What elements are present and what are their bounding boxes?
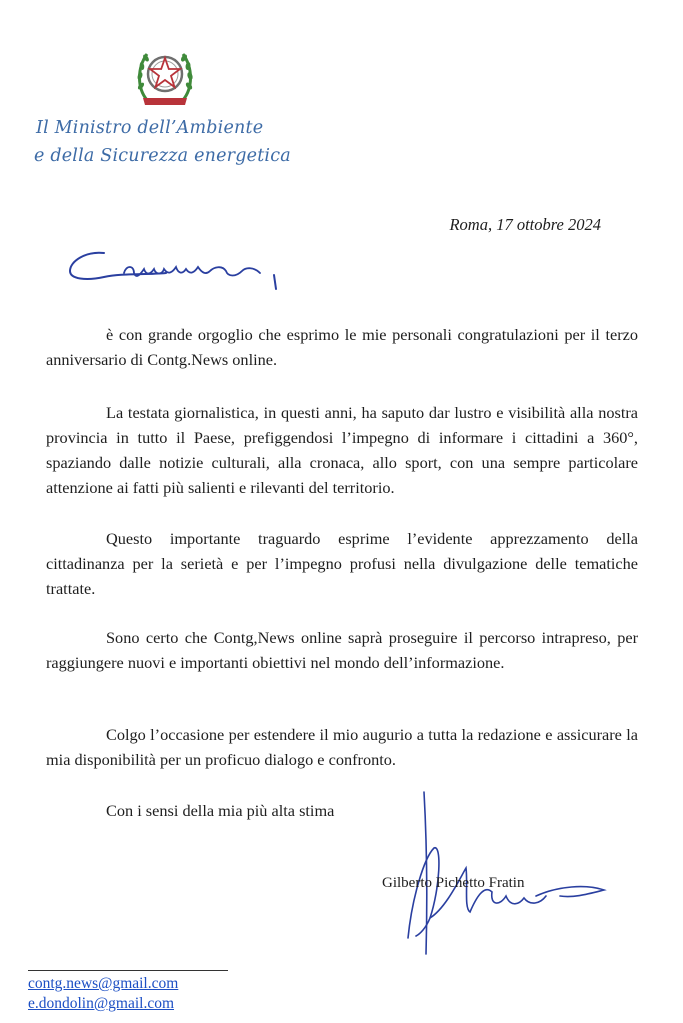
ministry-title-line-2: e della Sicurezza energetica bbox=[34, 146, 291, 166]
email-link[interactable]: e.dondolin@gmail.com bbox=[28, 995, 175, 1012]
paragraph-text: Questo importante traguardo esprime l’evidente apprezzamento della cittadinanza per la serietà e per l’impegno profusi nella divulgazione delle tematiche trattate. bbox=[46, 529, 638, 598]
footer-divider bbox=[28, 970, 228, 971]
paragraph-text: Sono certo che Contg,News online saprà proseguire il percorso intrapreso, per raggiungere nuovi e importanti obiettivi nel mondo dell’informazione. bbox=[46, 628, 638, 672]
signer-name: Gilberto Pichetto Fratin bbox=[382, 875, 525, 891]
letter-paragraph bbox=[46, 625, 638, 675]
ministry-letterhead bbox=[36, 114, 336, 170]
ministry-title-line-1: Il Ministro dell’Ambiente bbox=[36, 118, 264, 138]
italian-republic-emblem bbox=[133, 38, 197, 110]
letter-date: Roma, 17 ottobre 2024 bbox=[449, 215, 601, 234]
closing-text: Con i sensi della mia più alta stima bbox=[106, 801, 335, 820]
letter-paragraph bbox=[46, 322, 638, 372]
email-link[interactable]: contg.news@gmail.com bbox=[28, 975, 179, 992]
paragraph-text: La testata giornalistica, in questi anni, ha saputo dar lustro e visibilità alla nostra provincia in tutto il Paese, prefiggendosi l’impegno di informare i cittadini a 360°, spaziando dalle notizie culturali, alla cronaca, allo sport, con una sempre particolare attenzione ai fatti più salienti e rilevanti del territorio. bbox=[46, 403, 638, 497]
handwritten-salutation bbox=[64, 245, 304, 315]
contact-emails bbox=[28, 974, 178, 1014]
letter-paragraph bbox=[46, 526, 638, 601]
paragraph-text: Colgo l’occasione per estendere il mio augurio a tutta la redazione e assicurare la mia disponibilità per un proficuo dialogo e confronto. bbox=[46, 725, 638, 769]
paragraph-text: è con grande orgoglio che esprimo le mie personali congratulazioni per il terzo anniversario di Contg.News online. bbox=[46, 325, 638, 369]
letter-paragraph bbox=[46, 400, 638, 500]
letter-paragraph bbox=[46, 722, 638, 772]
